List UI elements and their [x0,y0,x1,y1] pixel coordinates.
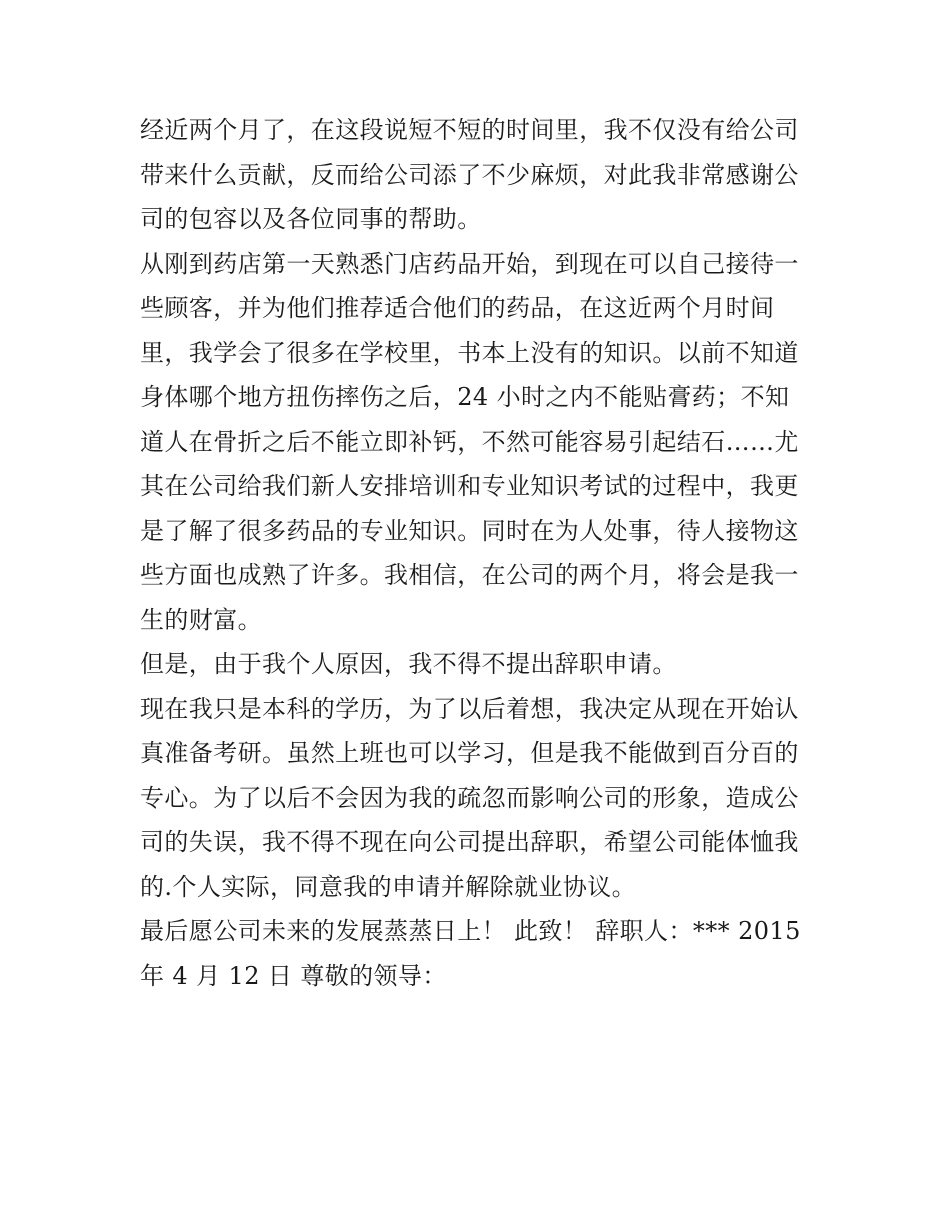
text-line: 的.个人实际，同意我的申请并解除就业协议。 [140,872,637,901]
text-line: 生的财富。 [140,605,262,634]
text-line: 最后愿公司未来的发展蒸蒸日上！ 此致！ 辞职人：*** 2015 [140,917,801,945]
text-line: 道人在骨折之后不能立即补钙，不然可能容易引起结石……尤 [140,427,799,456]
text-line: 现在我只是本科的学历，为了以后着想，我决定从现在开始认 [140,694,799,723]
text-line: 司的包容以及各位同事的帮助。 [140,205,482,233]
text-line: 从刚到药店第一天熟悉门店药品开始，到现在可以自己接待一 [140,249,799,278]
text-line: 些方面也成熟了许多。我相信，在公司的两个月，将会是我一 [140,561,799,589]
text-line: 但是，由于我个人原因，我不得不提出辞职申请。 [140,650,677,678]
text-line: 里，我学会了很多在学校里，书本上没有的知识。以前不知道 [140,338,799,367]
text-line: 身体哪个地方扭伤摔伤之后，24 小时之内不能贴膏药；不知 [140,383,790,411]
text-line: 是了解了很多药品的专业知识。同时在为人处事，待人接物这 [140,516,799,545]
text-line: 经近两个月了，在这段说短不短的时间里，我不仅没有给公司 [140,116,799,144]
text-line: 真准备考研。虽然上班也可以学习，但是我不能做到百分百的 [140,739,799,767]
text-line: 些顾客，并为他们推荐适合他们的药品，在这近两个月时间 [140,294,775,322]
letter-body [140,108,820,998]
text-line: 带来什么贡献，反而给公司添了不少麻烦，对此我非常感谢公 [140,160,799,189]
text-line: 其在公司给我们新人安排培训和专业知识考试的过程中，我更 [140,472,799,500]
text-line: 专心。为了以后不会因为我的疏忽而影响公司的形象，造成公 [140,783,799,812]
text-line: 司的失误，我不得不现在向公司提出辞职，希望公司能体恤我 [140,828,799,856]
text-line: 年 4 月 12 日 尊敬的领导： [140,961,447,990]
